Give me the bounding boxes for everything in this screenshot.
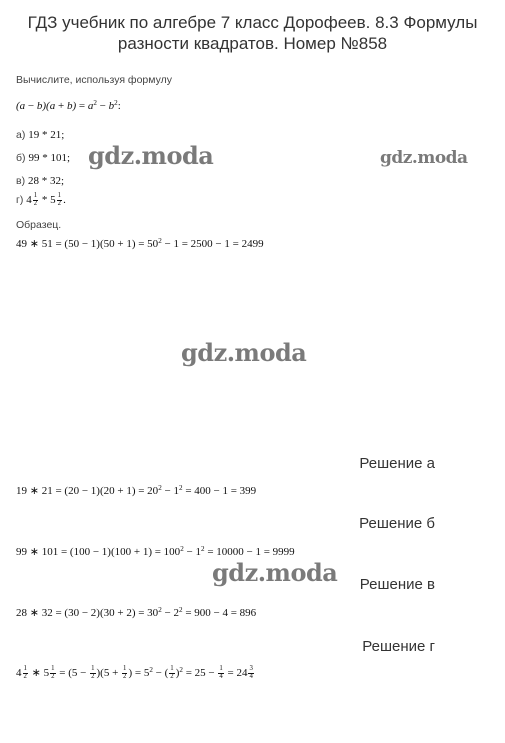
- task-item-expr: 99 * 101;: [28, 152, 70, 164]
- solution-heading-b: Решение б: [359, 515, 435, 532]
- solution-a: 19 ∗ $21 = (20 - 1)(20 + 1) = 20^2 - 1^2 = 400 - 1 = 399$: [16, 484, 257, 497]
- page-title: [0, 12, 505, 54]
- solution-heading-a: Решение а: [359, 455, 435, 472]
- task-formula: $(a - b)(a + b) = a^2 - b^2$:: [16, 99, 121, 112]
- page-title-line2: разности квадратов. Номер №858: [117, 34, 388, 53]
- watermark: gdz.moda: [88, 141, 214, 170]
- task-item-expr: 4 $\frac{1}{2}$ * 5 $\frac{1}{2}$ .: [26, 192, 66, 207]
- task-item-expr: 19 * 21;: [28, 129, 65, 141]
- task-item-label: г): [16, 193, 24, 206]
- watermark: gdz.moda: [181, 338, 307, 367]
- task-item-expr: 28 * 32;: [28, 175, 65, 187]
- watermark: gdz.moda: [212, 558, 338, 587]
- example-formula: 49 ∗ $51 = (50 - 1)(50 + 1) = 50^2 - 1 = 2500 - 1 = 2499$: [16, 237, 264, 250]
- task-item-label: а): [16, 129, 26, 141]
- task-item-c: [16, 175, 64, 187]
- task-item-b: [16, 152, 70, 164]
- page-title-line1: ГДЗ учебник по алгебре 7 класс Дорофеев. 8.3 Формулы: [27, 13, 478, 32]
- task-item-label: в): [16, 175, 26, 187]
- task-item-a: [16, 129, 64, 141]
- solution-d: 4 $\frac{1}{2}$ ∗ 5 $\frac{1}{2}$ = (5 − $\frac{1}{2}$ )(5 + $\frac{1}{2}$ ) = $5^2$ − ( $\frac{1}{2}$ )$^2$ = 25 − $\frac{1}{4}$ = 24 $\frac{3}{4}$: [16, 665, 253, 680]
- example-label: Образец.: [16, 219, 62, 231]
- solution-heading-d: Решение г: [362, 638, 435, 655]
- solution-b: 99 ∗ $101 = (100 - 1)(100 + 1) = 100^2 - 1^2 = 10000 - 1 = 9999$: [16, 545, 295, 558]
- task-instruction: Вычислите, используя формулу: [16, 74, 172, 86]
- watermark: gdz.moda: [380, 148, 468, 168]
- solution-heading-c: Решение в: [359, 576, 435, 593]
- task-item-d: [16, 193, 66, 208]
- solution-c: 28 ∗ $32 = (30 - 2)(30 + 2) = 30^2 - 2^2 = 900 - 4 = 896$: [16, 606, 257, 619]
- task-item-label: б): [16, 152, 26, 164]
